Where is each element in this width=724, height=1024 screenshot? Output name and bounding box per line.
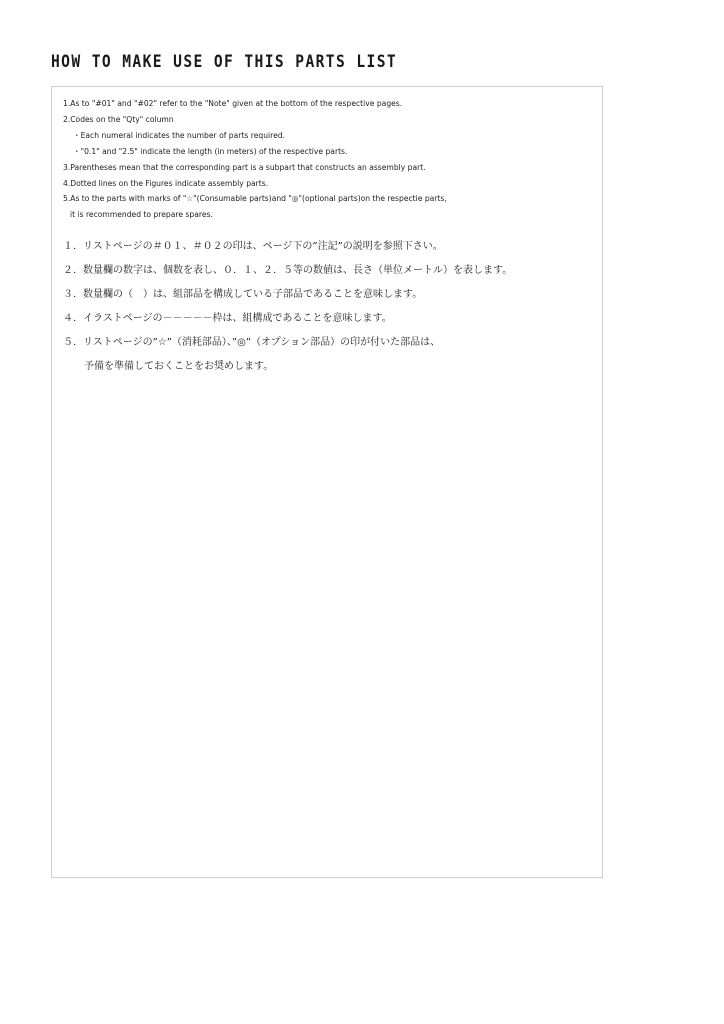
japanese-note-3: ３．数量欄の（ ）は、組部品を構成している子部品であることを意味します。 <box>63 288 423 300</box>
page-title: HOW TO MAKE USE OF THIS PARTS LIST <box>51 52 398 72</box>
japanese-note-2: ２．数量欄の数字は、個数を表し、０．１、２．５等の数値は、長さ（単位メートル）を表します。 <box>63 264 513 276</box>
japanese-note-4: ４．イラストページの－－－－－枠は、組構成であることを意味します。 <box>63 312 392 324</box>
english-note-2: 2.Codes on the "Qty" column <box>63 114 174 124</box>
english-note-4: 4.Dotted lines on the Figures indicate assembly parts. <box>63 178 269 188</box>
english-note-2-item-2: ・"0.1" and "2.5" indicate the length (in meters) of the respective parts. <box>73 146 348 156</box>
english-notes <box>63 96 593 223</box>
english-note-1: 1.As to "#01" and "#02" refer to the "Note" given at the bottom of the respective pages. <box>63 99 403 108</box>
english-note-5-continuation: it is recommended to prepare spares. <box>70 210 213 220</box>
japanese-note-1: １．リストページの＃０１、＃０２の印は、ページ下の”注記”の説明を参照下さい。 <box>63 241 443 252</box>
japanese-note-5-continuation: 予備を準備しておくことをお奨めします。 <box>84 360 274 372</box>
japanese-notes <box>63 235 598 378</box>
english-note-3: 3.Parentheses mean that the corresponding part is a subpart that constructs an assembly part. <box>63 162 426 172</box>
english-note-2-item-1: ・Each numeral indicates the number of parts required. <box>73 130 285 140</box>
japanese-note-5: ５．リストページの”☆”（消耗部品）、”◎”（オプション部品）の印が付いた部品は、 <box>63 336 441 348</box>
english-note-5: 5.As to the parts with marks of "☆"(Consumable parts)and "◎"(optional parts)on the respectie parts, <box>63 194 447 204</box>
notes-frame <box>51 86 603 878</box>
